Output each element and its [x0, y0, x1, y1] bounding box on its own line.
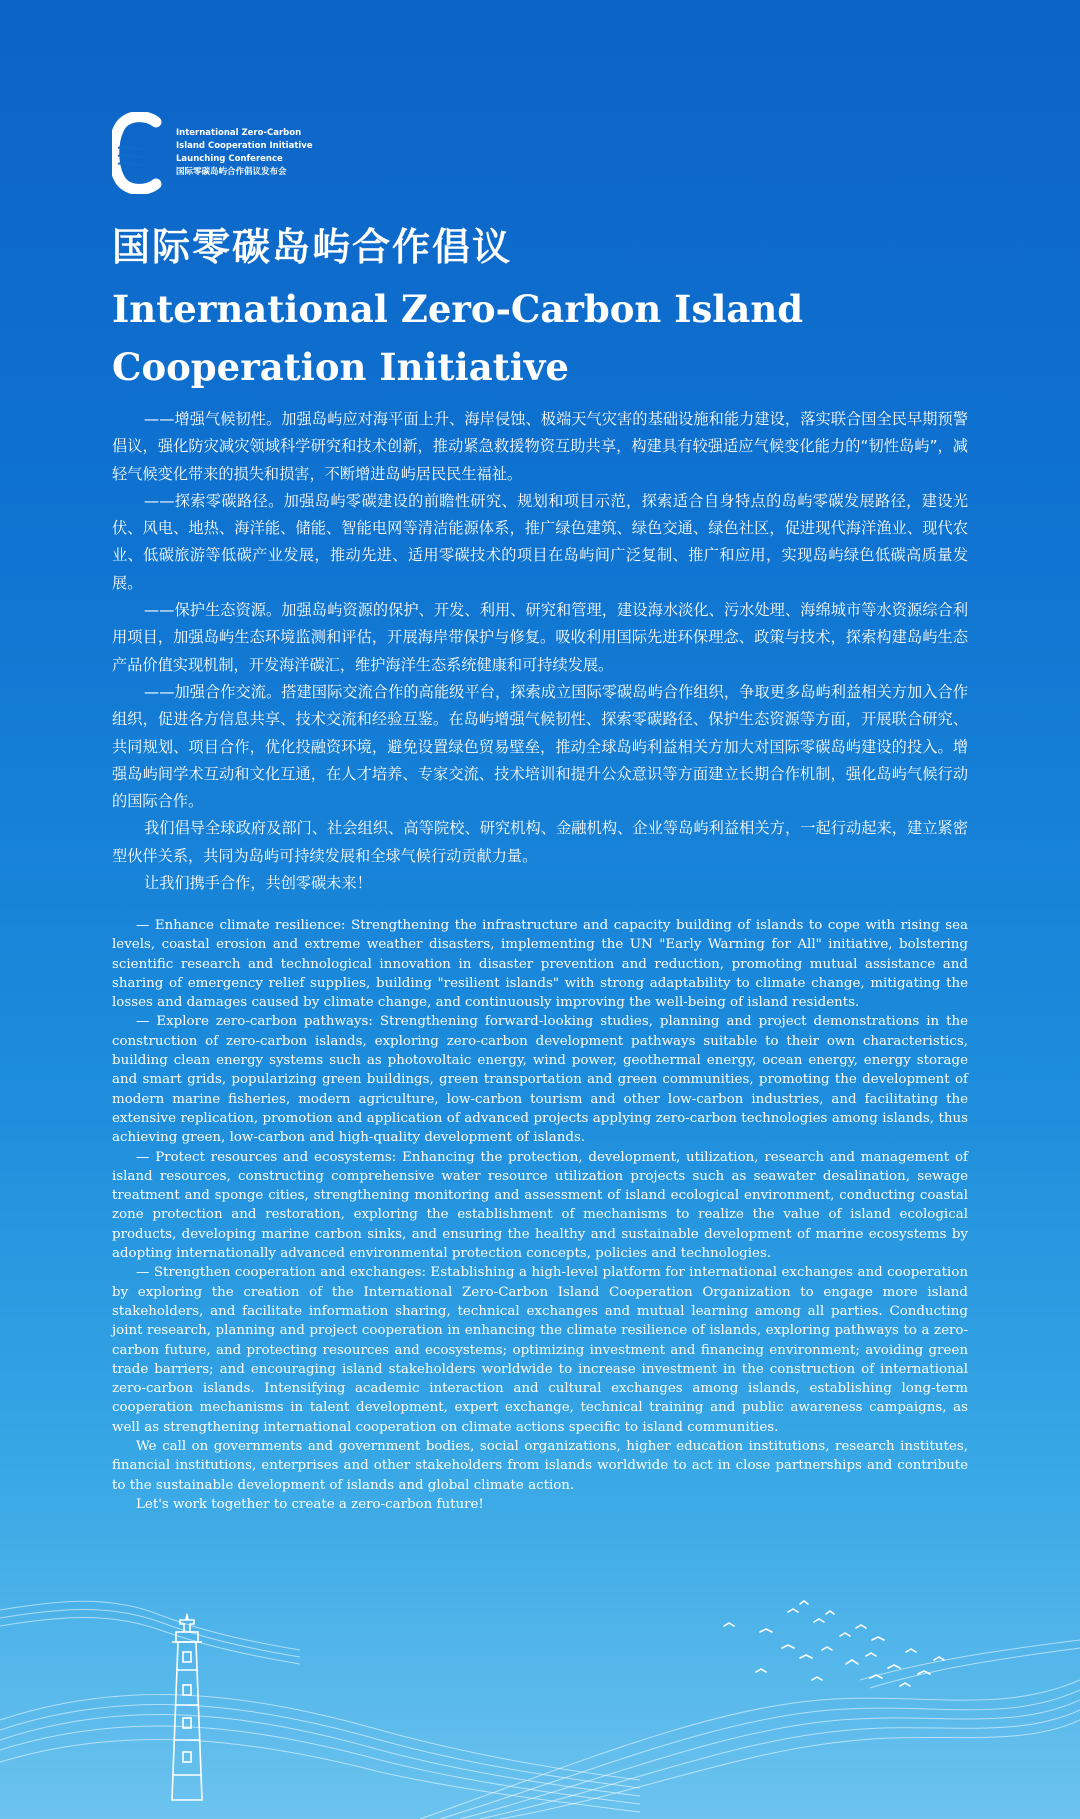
cn-paragraph: ——增强气候韧性。加强岛屿应对海平面上升、海岸侵蚀、极端天气灾害的基础设施和能力建设，落实联合国全民早期预警倡议，强化防灾减灾领域科学研究和技术创新，推动紧急救援物资互助共享，构建具有较强适应气候变化能力的“韧性岛屿”，减轻气候变化带来的损失和损害，不断增进岛屿居民民生福祉。	[112, 410, 968, 483]
en-paragraph: We call on governments and government bodies, social organizations, higher education institutions, research institutes, financial institutions, enterprises and other stakeholders from islands worldwide to act in close partnerships and contribute to the sustainable development of islands and global climate action.	[112, 1439, 968, 1493]
logo-line: Launching Conference	[176, 154, 283, 164]
en-paragraph: — Strengthen cooperation and exchanges: Establishing a high-level platform for international exchanges and cooperation by exploring the creation of the International Zero-Carbon Island Cooperation Organization to engage more island stakeholders, and facilitate information sharing, technical exchanges and mutual learning among all parties. Conducting joint research, planning and project cooperation in enhancing the climate resilience of islands, exploring pathways to a zero-carbon future, and protecting resources and ecosystems; optimizing investment and financing environment; avoiding green trade barriers; and encouraging island stakeholders worldwide to increase investment in the construction of international zero-carbon islands. Intensifying academic interaction and cultural exchanges among islands, establishing long-term cooperation mechanisms in talent development, expert exchange, technical training and public awareness campaigns, as well as strengthening international cooperation on climate actions specific to island communities.	[112, 1265, 968, 1435]
cn-paragraph: ——加强合作交流。搭建国际交流合作的高能级平台，探索成立国际零碳岛屿合作组织，争取更多岛屿利益相关方加入合作组织，促进各方信息共享、技术交流和经验互鉴。在岛屿增强气候韧性、探索零碳路径、保护生态资源等方面，开展联合研究、共同规划、项目合作，优化投融资环境，避免设置绿色贸易壁垒，推动全球岛屿利益相关方加大对国际零碳岛屿建设的投入。增强岛屿间学术互动和文化互通，在人才培养、专家交流、技术培训和提升公众意识等方面建立长期合作机制，强化岛屿气候行动的国际合作。	[112, 682, 968, 811]
bottom-decoration	[0, 1540, 1080, 1819]
title-english: International Zero-Carbon Island Cooperation Initiative	[112, 287, 804, 389]
logo-line: International Zero-Carbon	[176, 128, 302, 138]
logo-line: 国际零碳岛屿合作倡议发布会	[176, 167, 287, 177]
cn-paragraph: 我们倡导全球政府及部门、社会组织、高等院校、研究机构、金融机构、企业等岛屿利益相关方，一起行动起来，建立紧密型伙伴关系，共同为岛屿可持续发展和全球气候行动贡献力量。	[112, 819, 968, 865]
en-paragraph: — Explore zero-carbon pathways: Strengthening forward-looking studies, planning and project demonstrations in the construction of zero-carbon islands, exploring zero-carbon development pathways suitable to their own characteristics, building clean energy systems such as photovoltaic energy, wind power, geothermal energy, ocean energy, energy storage and smart grids, popularizing green buildings, green transportation and green communities, promoting the development of modern marine fisheries, modern agriculture, low-carbon tourism and other low-carbon industries, and facilitating the extensive replication, promotion and application of advanced projects applying zero-carbon technologies among islands, thus achieving green, low-carbon and high-quality development of islands.	[112, 1014, 968, 1146]
en-paragraph: — Protect resources and ecosystems: Enhancing the protection, development, utilization, research and management of island resources, constructing comprehensive water resource utilization projects such as seawater desalination, sewage treatment and sponge cities, strengthening monitoring and assessment of island ecological environment, conducting coastal zone protection and restoration, exploring the establishment of mechanisms to realize the value of island ecological products, developing marine carbon sinks, and ensuring the healthy and sustainable development of marine ecosystems by adopting internationally advanced environmental protection concepts, policies and technologies.	[112, 1149, 968, 1262]
en-paragraph: — Enhance climate resilience: Strengthening the infrastructure and capacity building of islands to cope with rising sea levels, coastal erosion and extreme weather disasters, implementing the UN "Early Warning for All" initiative, bolstering scientific research and technological innovation in disaster prevention and reduction, promoting mutual assistance and sharing of emergency relief supplies, building "resilient islands" with strong adaptability to climate change, mitigating the losses and damages caused by climate change, and continuously improving the well-being of island residents.	[112, 918, 968, 1011]
english-body	[112, 916, 968, 1514]
conference-logo	[112, 112, 313, 194]
cn-paragraph: ——探索零碳路径。加强岛屿零碳建设的前瞻性研究、规划和项目示范，探索适合自身特点的岛屿零碳发展路径，建设光伏、风电、地热、海洋能、储能、智能电网等清洁能源体系，推广绿色建筑、绿色交通、绿色社区，促进现代海洋渔业、现代农业、低碳旅游等低碳产业发展，推动先进、适用零碳技术的项目在岛屿间广泛复制、推广和应用，实现岛屿绿色低碳高质量发展。	[112, 491, 968, 592]
wave-lines-icon	[0, 1601, 1080, 1819]
logo-text	[176, 127, 313, 179]
seagull-flock-icon	[724, 1601, 944, 1686]
lighthouse-icon	[172, 1614, 202, 1800]
cn-paragraph: 让我们携手合作，共创零碳未来！	[144, 874, 372, 893]
en-paragraph: Let's work together to create a zero-carbon future!	[136, 1496, 484, 1512]
chinese-body	[112, 406, 968, 897]
cn-paragraph: ——保护生态资源。加强岛屿资源的保护、开发、利用、研究和管理，建设海水淡化、污水处理、海绵城市等水资源综合利用项目，加强岛屿生态环境监测和评估，开展海岸带保护与修复。吸收利用国际先进环保理念、政策与技术，探索构建岛屿生态产品价值实现机制，开发海洋碳汇，维护海洋生态系统健康和可持续发展。	[112, 601, 968, 674]
logo-line: Island Cooperation Initiative	[176, 141, 313, 151]
stylized-c-wave-icon	[112, 112, 164, 194]
title-chinese: 国际零碳岛屿合作倡议	[112, 225, 513, 269]
